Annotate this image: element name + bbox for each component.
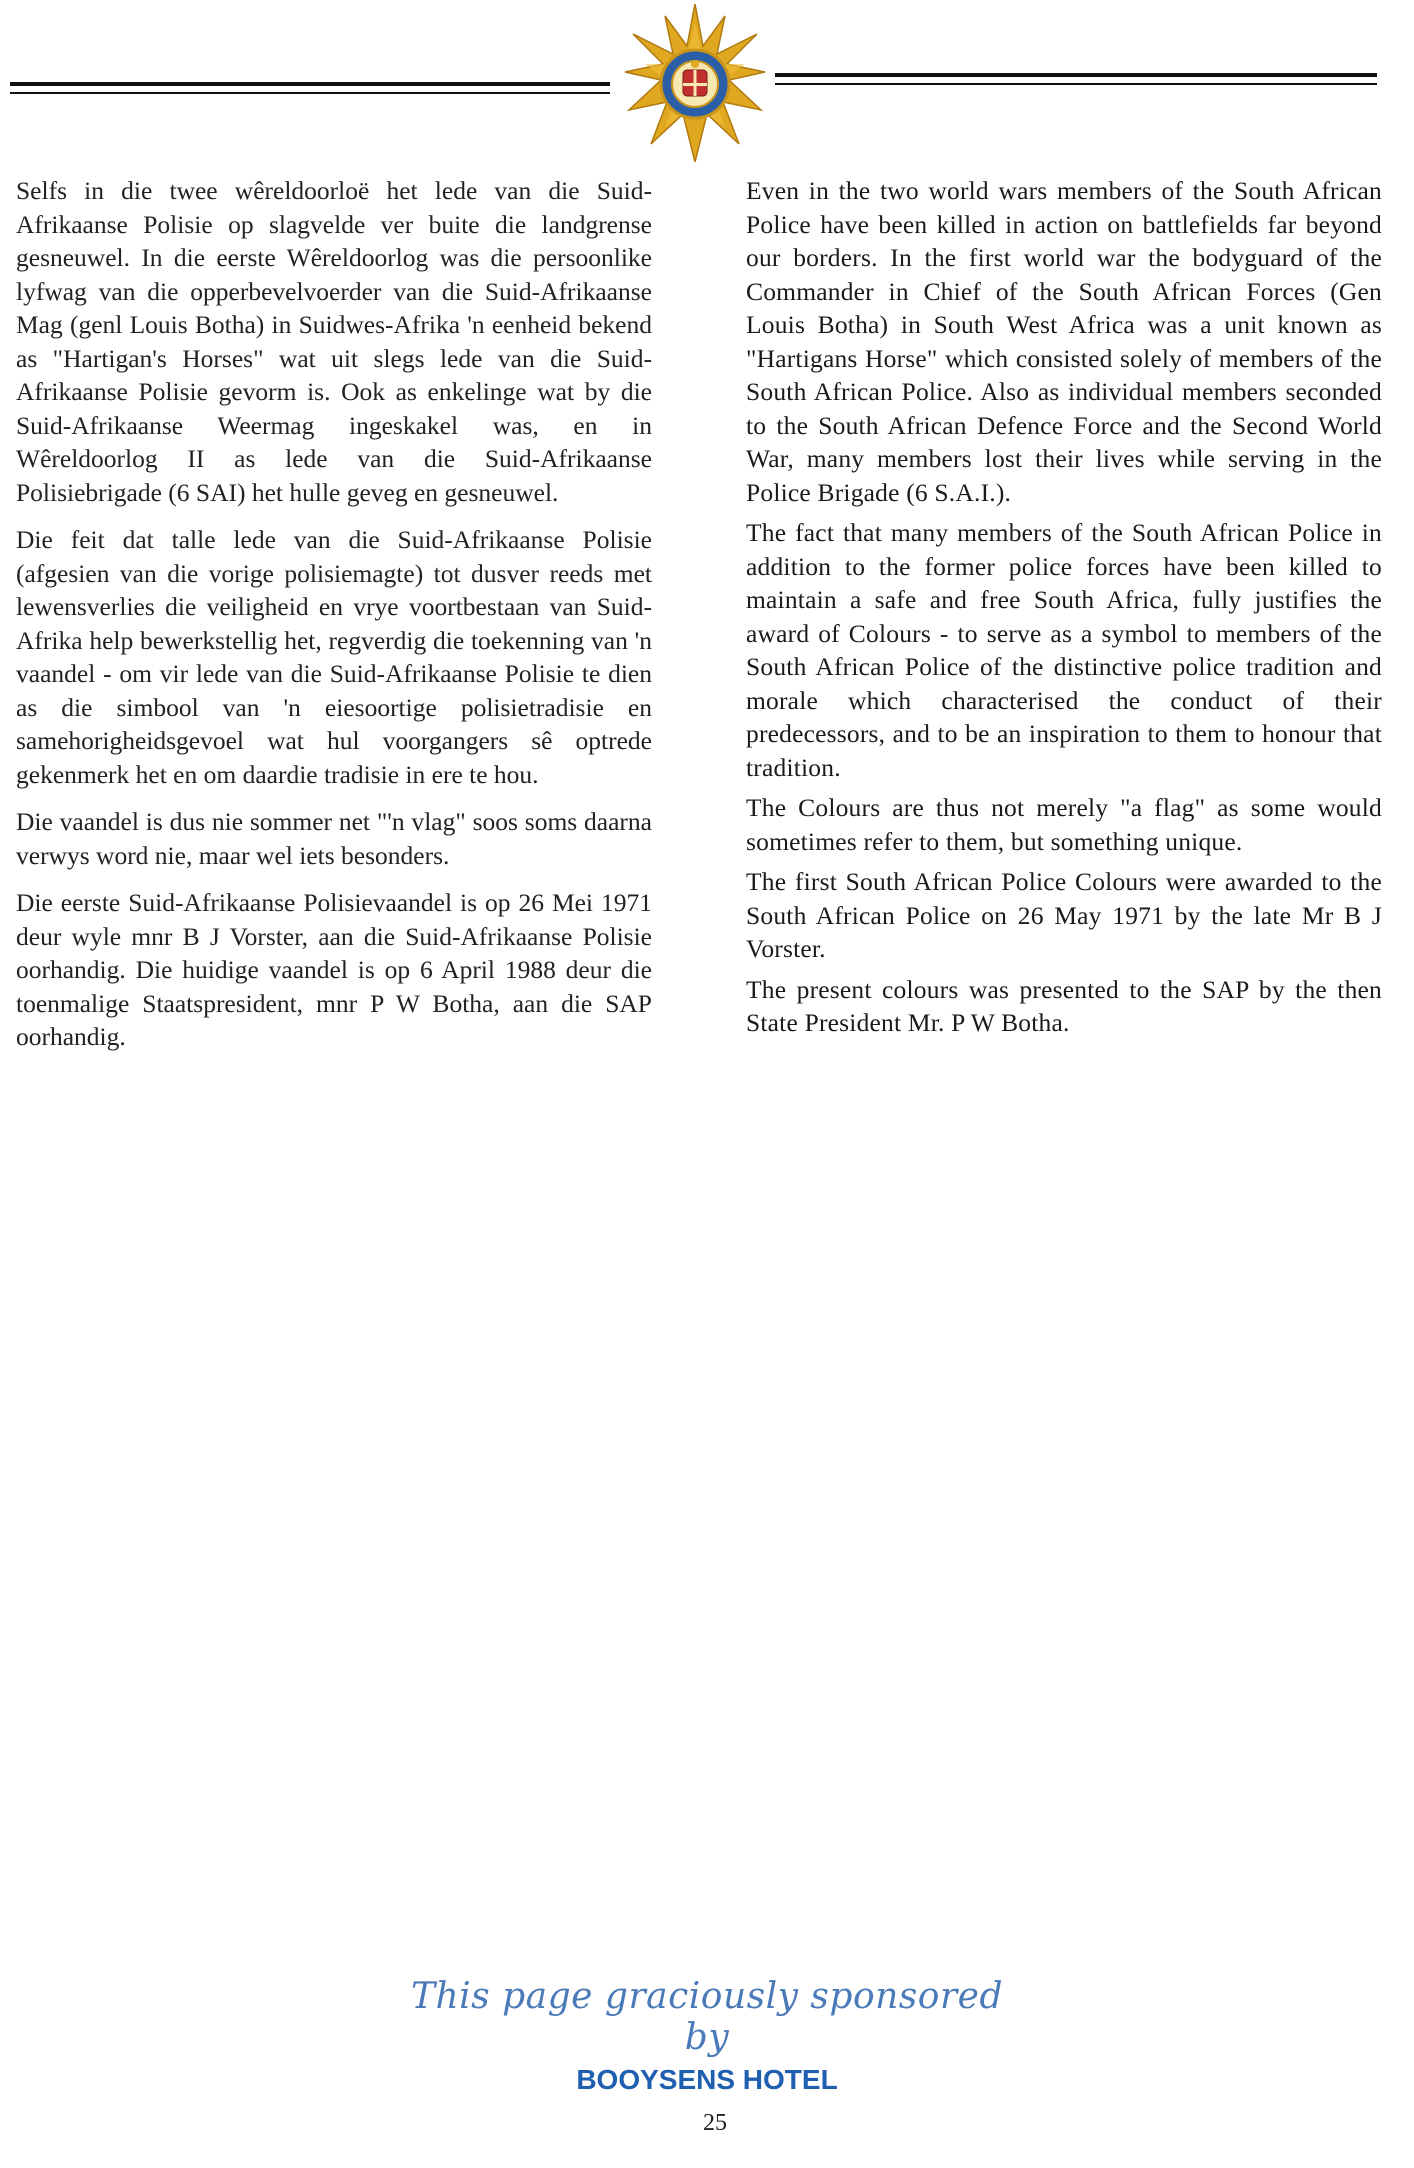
afrikaans-paragraph-3: Die vaandel is dus nie sommer net "'n vlag" soos soms daarna verwys word nie, maar wel iets besonders.	[16, 807, 652, 870]
header-rule-right-top	[775, 73, 1377, 77]
english-paragraph-5: The present colours was presented to the SAP by the then State President Mr. P W Botha.	[746, 974, 1382, 1037]
afrikaans-column	[16, 174, 652, 1068]
english-paragraph-1: Even in the two world wars members of the South African Police have been killed in action on battlefields far beyond our borders. In the first world war the bodyguard of the Commander in Chief of the South African Forces (Gen Louis Botha) in South West Africa was a unit known as "Hartigans Horse" which consisted solely of members of the South African Police. Also as individual members seconded to the South African Defence Force and the Second World War, many members lost their lives while serving in the Police Brigade (6 S.A.I.).	[746, 176, 1382, 507]
header-rule-left-bottom	[10, 92, 610, 94]
header-rule-right-bottom	[775, 83, 1377, 85]
afrikaans-paragraph-2: Die feit dat talle lede van die Suid-Afrikaanse Polisie (afgesien van die vorige polisiemagte) tot dusver reeds met lewensverlies die veiligheid en vrye voortbestaan van Suid-Afrika help bewerkstellig het, regverdig die toekenning van 'n vaandel - om vir lede van die Suid-Afrikaanse Polisie te dien as die simbool van 'n eiesoortige polisietradisie en samehorigheidsgevoel wat hul voorgangers sê optrede gekenmerk het en om daardie tradisie in ere te hou.	[16, 525, 652, 789]
page-number: 25	[703, 2110, 727, 2136]
afrikaans-paragraph-4: Die eerste Suid-Afrikaanse Polisievaandel is op 26 Mei 1971 deur wyle mnr B J Vorster, aan die Suid-Afrikaanse Polisie oorhandig. Die huidige vaandel is op 6 April 1988 deur die toenmalige Staatspresident, mnr P W Botha, aan die SAP oorhandig.	[16, 888, 652, 1051]
english-paragraph-4: The first South African Police Colours were awarded to the South African Police on 26 May 1971 by the late Mr B J Vorster.	[746, 867, 1382, 963]
afrikaans-paragraph-1: Selfs in die twee wêreldoorloë het lede van die Suid-Afrikaanse Polisie op slagvelde ver buite die landgrense gesneuwel. In die eerste Wêreldoorlog was die persoonlike lyfwag van die opperbevelvoerder van die Suid-Afrikaanse Mag (genl Louis Botha) in Suidwes-Afrika 'n eenheid bekend as "Hartigan's Horses" wat uit slegs lede van die Suid-Afrikaanse Polisie gevorm is. Ook as enkelinge wat by die Suid-Afrikaanse Weermag ingeskakel was, en in Wêreldoorlog II as lede van die Suid-Afrikaanse Polisiebrigade (6 SAI) het hulle geveg en gesneuwel.	[16, 176, 652, 507]
header-rule-left-top	[10, 82, 610, 86]
english-paragraph-2: The fact that many members of the South African Police in addition to the former police forces have been killed to maintain a safe and free South Africa, fully justifies the award of Colours - to serve as a symbol to members of the South African Police of the distinctive police tradition and morale which characterised the conduct of their predecessors, and to be an inspiration to them to honour that tradition.	[746, 518, 1382, 782]
sponsor-line: This page graciously sponsored by	[410, 1976, 1004, 2058]
sponsor-name: BOOYSENS HOTEL	[576, 2064, 838, 2095]
english-paragraph-3: The Colours are thus not merely "a flag" as some would sometimes refer to them, but something unique.	[746, 793, 1382, 856]
english-column	[746, 174, 1382, 1047]
police-star-emblem-icon	[620, 2, 770, 162]
sponsor-block	[400, 1976, 1014, 2096]
